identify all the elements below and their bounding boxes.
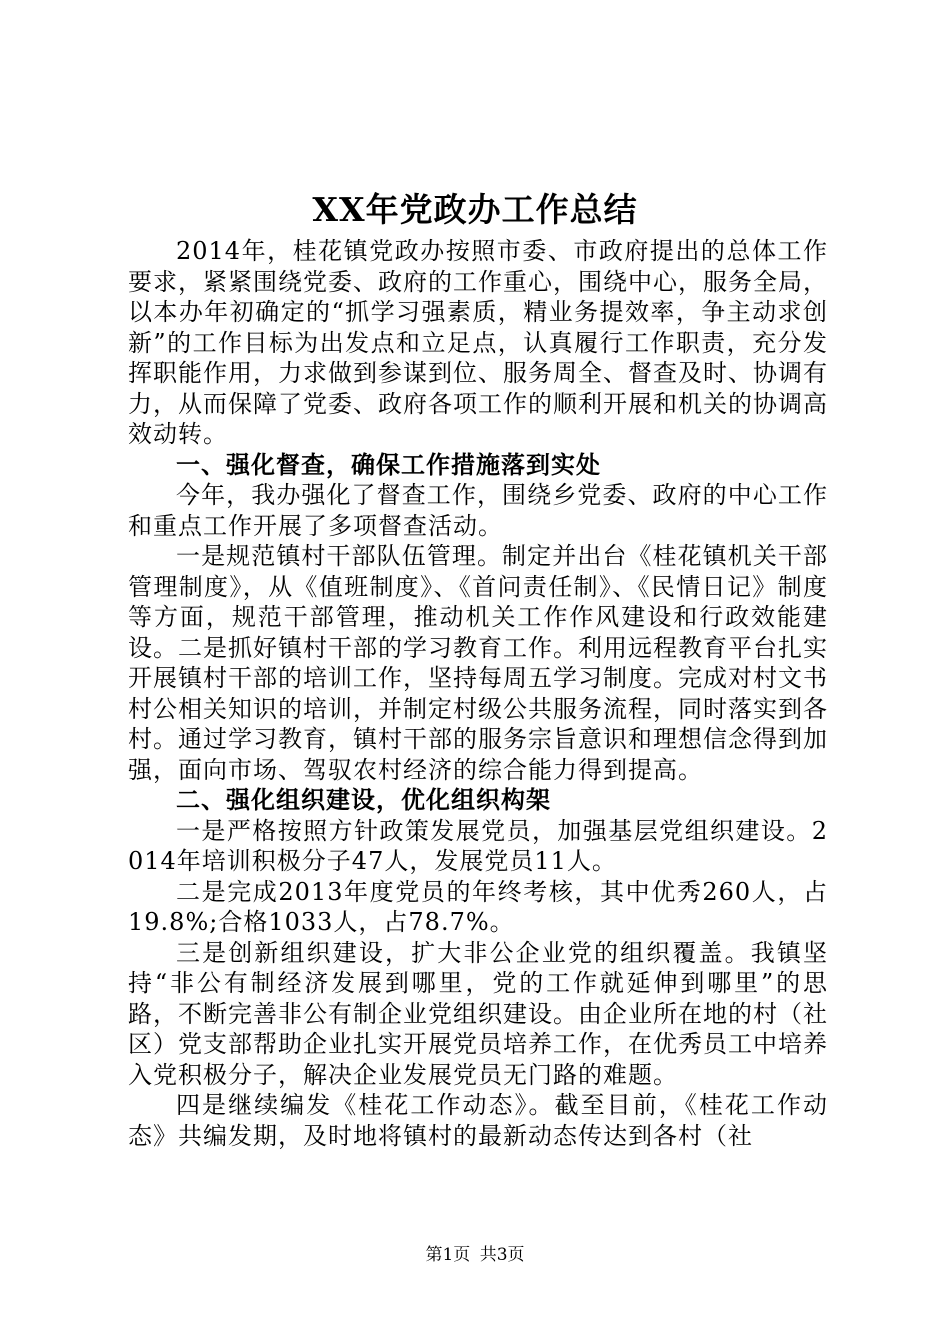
page-number-total: 共3页 xyxy=(479,1245,525,1265)
page-footer xyxy=(0,1244,950,1266)
document-body xyxy=(128,236,828,1151)
document-title: XX年党政办工作总结 xyxy=(312,190,638,229)
body-paragraph: 三是创新组织建设，扩大非公企业党的组织覆盖。我镇坚持“非公有制经济发展到哪里，党的工作就延伸到哪里”的思路，不断完善非公有制企业党组织建设。由企业所在地的村（社区）党支部帮助企业扎实开展党员培养工作，在优秀员工中培养入党积极分子，解决企业发展党员无门路的难题。 xyxy=(128,938,828,1089)
section-heading-2: 二、强化组织建设，优化组织构架 xyxy=(176,785,551,814)
body-paragraph: 一是规范镇村干部队伍管理。制定并出台《桂花镇机关干部管理制度》，从《值班制度》、《首问责任制》、《民情日记》制度等方面，规范干部管理，推动机关工作作风建设和行政效能建设。二是抓好镇村干部的学习教育工作。利用远程教育平台扎实开展镇村干部的培训工作，坚持每周五学习制度。完成对村文书村公相关知识的培训，并制定村级公共服务流程，同时落实到各村。通过学习教育，镇村干部的服务宗旨意识和理想信念得到加强，面向市场、驾驭农村经济的综合能力得到提高。 xyxy=(128,542,828,784)
page-number-current: 第1页 xyxy=(425,1245,471,1265)
body-paragraph: 四是继续编发《桂花工作动态》。截至目前，《桂花工作动态》共编发期，及时地将镇村的最新动态传达到各村（社 xyxy=(128,1091,828,1150)
section-heading-1: 一、强化督查，确保工作措施落到实处 xyxy=(176,449,601,479)
body-paragraph: 一是严格按照方针政策发展党员，加强基层党组织建设。2014年培训积极分子47人，发展党员11人。 xyxy=(128,816,828,875)
intro-paragraph: 2014年，桂花镇党政办按照市委、市政府提出的总体工作要求，紧紧围绕党委、政府的工作重心，围绕中心，服务全局，以本办年初确定的“抓学习强素质，精业务提效率，争主动求创新”的工作目标为出发点和立足点，认真履行工作职责，充分发挥职能作用，力求做到参谋到位、服务周全、督查及时、协调有力，从而保障了党委、政府各项工作的顺利开展和机关的协调高效动转。 xyxy=(128,237,828,448)
body-paragraph: 二是完成2013年度党员的年终考核，其中优秀260人，占19.8%;合格1033人，占78.7%。 xyxy=(128,877,828,936)
body-paragraph: 今年，我办强化了督查工作，围绕乡党委、政府的中心工作和重点工作开展了多项督查活动。 xyxy=(128,481,828,540)
